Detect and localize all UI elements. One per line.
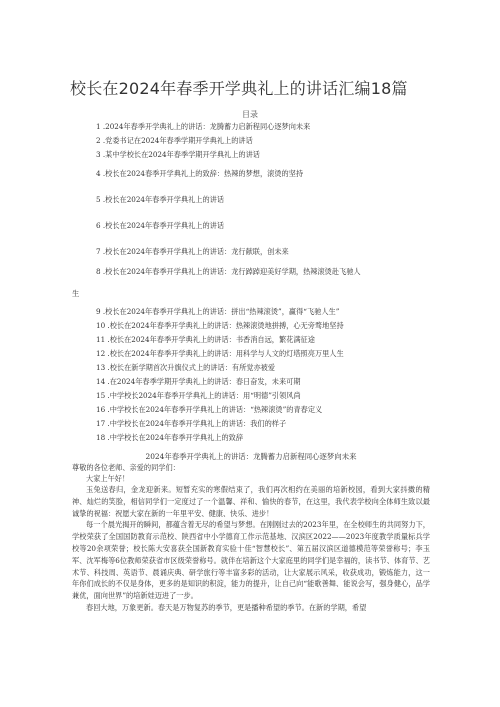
- greeting: 大家上午好！: [86, 474, 130, 483]
- section-title: 2024年春季开学典礼上的讲话：龙腾蓄力启新程同心逐梦向未来: [145, 452, 357, 461]
- toc-item-11[interactable]: 11 .校长在2024年春季开学典礼上的讲话：书香消自远，繁花满征途: [96, 335, 315, 344]
- toc-item-6[interactable]: 6 .校长在2024年春季开学典礼上的讲话: [96, 221, 225, 230]
- salutation: 尊敬的各位老师、亲爱的同学们：: [72, 463, 180, 472]
- toc-item-15[interactable]: 15 .中学校长2024年春季开学典礼上的讲话：用“明德”引领风尚: [96, 391, 301, 400]
- toc-item-13[interactable]: 13 .校长在新学期首次升旗仪式上的讲话：有所觉亦被爱: [96, 363, 276, 372]
- speech-body: [72, 452, 430, 614]
- document-title: 校长在2024年春季开学典礼上的讲话汇编18篇: [70, 79, 408, 98]
- paragraph: 玉兔送春归，金龙迎新来。短暂充实的寒假结束了，我们再次相约在美丽的培新校园，看到大家抖擞的精神、灿烂的笑脸，相信同学们一定度过了一个温馨、祥和、愉快的春节，在这里，我代表学校向全体师生致以最诚挚的祝福：祝愿大家在新的一年里平安、健康、快乐、进步！: [72, 485, 430, 518]
- toc-item-14[interactable]: 14 .在2024年春季学期开学典礼上的讲话：春日奋发，未来可期: [96, 377, 301, 386]
- toc-item-8-continuation: 生: [72, 289, 80, 298]
- toc-item-18[interactable]: 18 .中学校长在2024年春季开学典礼上的致辞: [96, 433, 244, 442]
- toc-heading: 目录: [242, 110, 258, 119]
- toc-item-1[interactable]: 1 .2024年春季开学典礼上的讲话：龙腾蓄力启新程同心逐梦向未来: [96, 122, 311, 131]
- toc-item-12[interactable]: 12 .校长在2024年春季开学典礼上的讲话：用科学与人文的灯塔照亮万里人生: [96, 349, 344, 358]
- paragraph: 每一个晨光揭开的瞬间，都蕴含着无尽的希望与梦想。在刚刚过去的2023年里，在全校师生的共同努力下，学校荣获了全国国防教育示范校、陕西省中小学德育工作示范基地、汉滨区2022——2023年度教学质量标兵学校等20余项荣誉；校长陈大安喜获全国新教育实验十佳“智慧校长”、第五届汉滨区道德模范等荣誉称号；李玉军、沈军梅等6位教师荣获省市区级荣誉称号。就伴在培新这个大家庭里的同学们是幸福的，读书节、体育节、艺术节、科技周、英语节、晨诵庆典、研学旅行等丰富多彩的活动，让大家展示风采，收获成功，锻炼能力，这一年你们成长的不仅是身体，更多的是知识的积淀，能力的提升，让自己向“能歌善舞、能说会写，强身健心，品学兼优，面向世界”的培新娃迈进了一步。: [72, 520, 430, 601]
- toc-item-8[interactable]: 8 .校长在2024年春季开学典礼上的讲话：龙行踔踔迎美好学期，热辣滚烫赴飞驰人: [96, 267, 361, 276]
- toc-item-5[interactable]: 5 .校长在2024年春季开学典礼上的讲话: [96, 195, 225, 204]
- toc-item-9[interactable]: 9 .校长在2024年春季开学典礼上的讲话：拼出“热辣滚烫”，赢得“飞驰人生”: [96, 307, 340, 316]
- toc-item-17[interactable]: 17 .中学校长在2024年春季开学典礼上的讲话：我们的样子: [96, 419, 287, 428]
- toc-item-10[interactable]: 10 .校长在2024年春季开学典礼上的讲话：热辣滚烫地拼搏，心无旁骛地坚持: [96, 321, 344, 330]
- toc-item-3[interactable]: 3 .某中学校长在2024年春季学期开学典礼上的讲话: [96, 150, 260, 159]
- toc-item-7[interactable]: 7 .校长在2024年春季开学典礼上的讲话：龙行献联，创未来: [96, 247, 289, 256]
- toc-item-4[interactable]: 4 .校长在2024春季开学典礼上的致辞：热辣的梦想，滚烫的坚持: [96, 169, 304, 178]
- toc-item-16[interactable]: 16 .中学校长在2024年春季开学典礼上的讲话：“热辣滚烫”的青春定义: [96, 405, 323, 414]
- paragraph: 春回大地，万象更新。春天是万物复苏的季节，更是播种希望的季节。在新的学期，希望: [86, 602, 367, 612]
- toc-item-2[interactable]: 2 .党委书记在2024年春季学期开学典礼上的讲话: [96, 136, 253, 145]
